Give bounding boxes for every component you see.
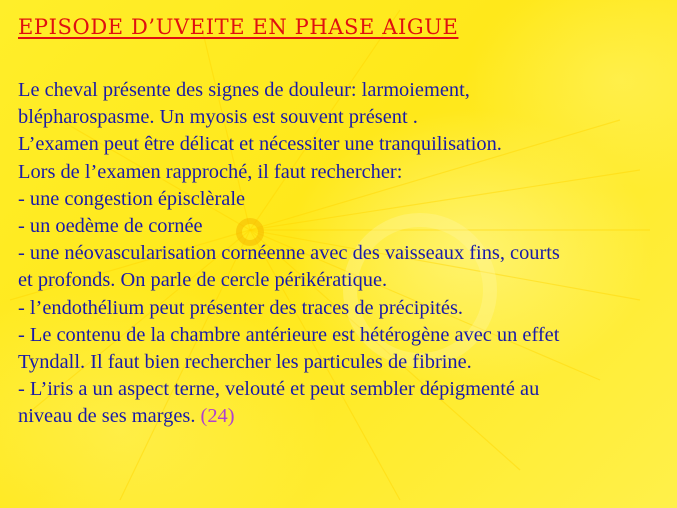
body-line: - Le contenu de la chambre antérieure est hétérogène avec un effet bbox=[18, 323, 560, 346]
body-line: Tyndall. Il faut bien rechercher les particules de fibrine. bbox=[18, 351, 472, 374]
body-line: - un oedème de cornée bbox=[18, 215, 203, 238]
body-line-text: niveau de ses marges. bbox=[18, 405, 196, 428]
body-line: - une congestion épisclèrale bbox=[18, 187, 246, 210]
body-line: blépharospasme. Un myosis est souvent présent . bbox=[18, 106, 418, 129]
body-line: L’examen peut être délicat et nécessiter une tranquilisation. bbox=[18, 133, 502, 156]
slide-title: EPISODE D’UVEITE EN PHASE AIGUE bbox=[18, 15, 459, 39]
reference-number: (24) bbox=[200, 405, 235, 428]
body-line: - l’endothélium peut présenter des traces de précipités. bbox=[18, 296, 464, 319]
body-line-last bbox=[18, 403, 666, 430]
body-line: - une néovascularisation cornéenne avec des vaisseaux fins, courts bbox=[18, 242, 560, 265]
body-line: - L’iris a un aspect terne, velouté et peut sembler dépigmenté au bbox=[18, 378, 540, 401]
body-text bbox=[18, 77, 666, 431]
body-line: Le cheval présente des signes de douleur: larmoiement, bbox=[18, 79, 470, 101]
body-line: Lors de l’examen rapproché, il faut rechercher: bbox=[18, 160, 403, 183]
body-line: et profonds. On parle de cercle périkératique. bbox=[18, 269, 388, 292]
